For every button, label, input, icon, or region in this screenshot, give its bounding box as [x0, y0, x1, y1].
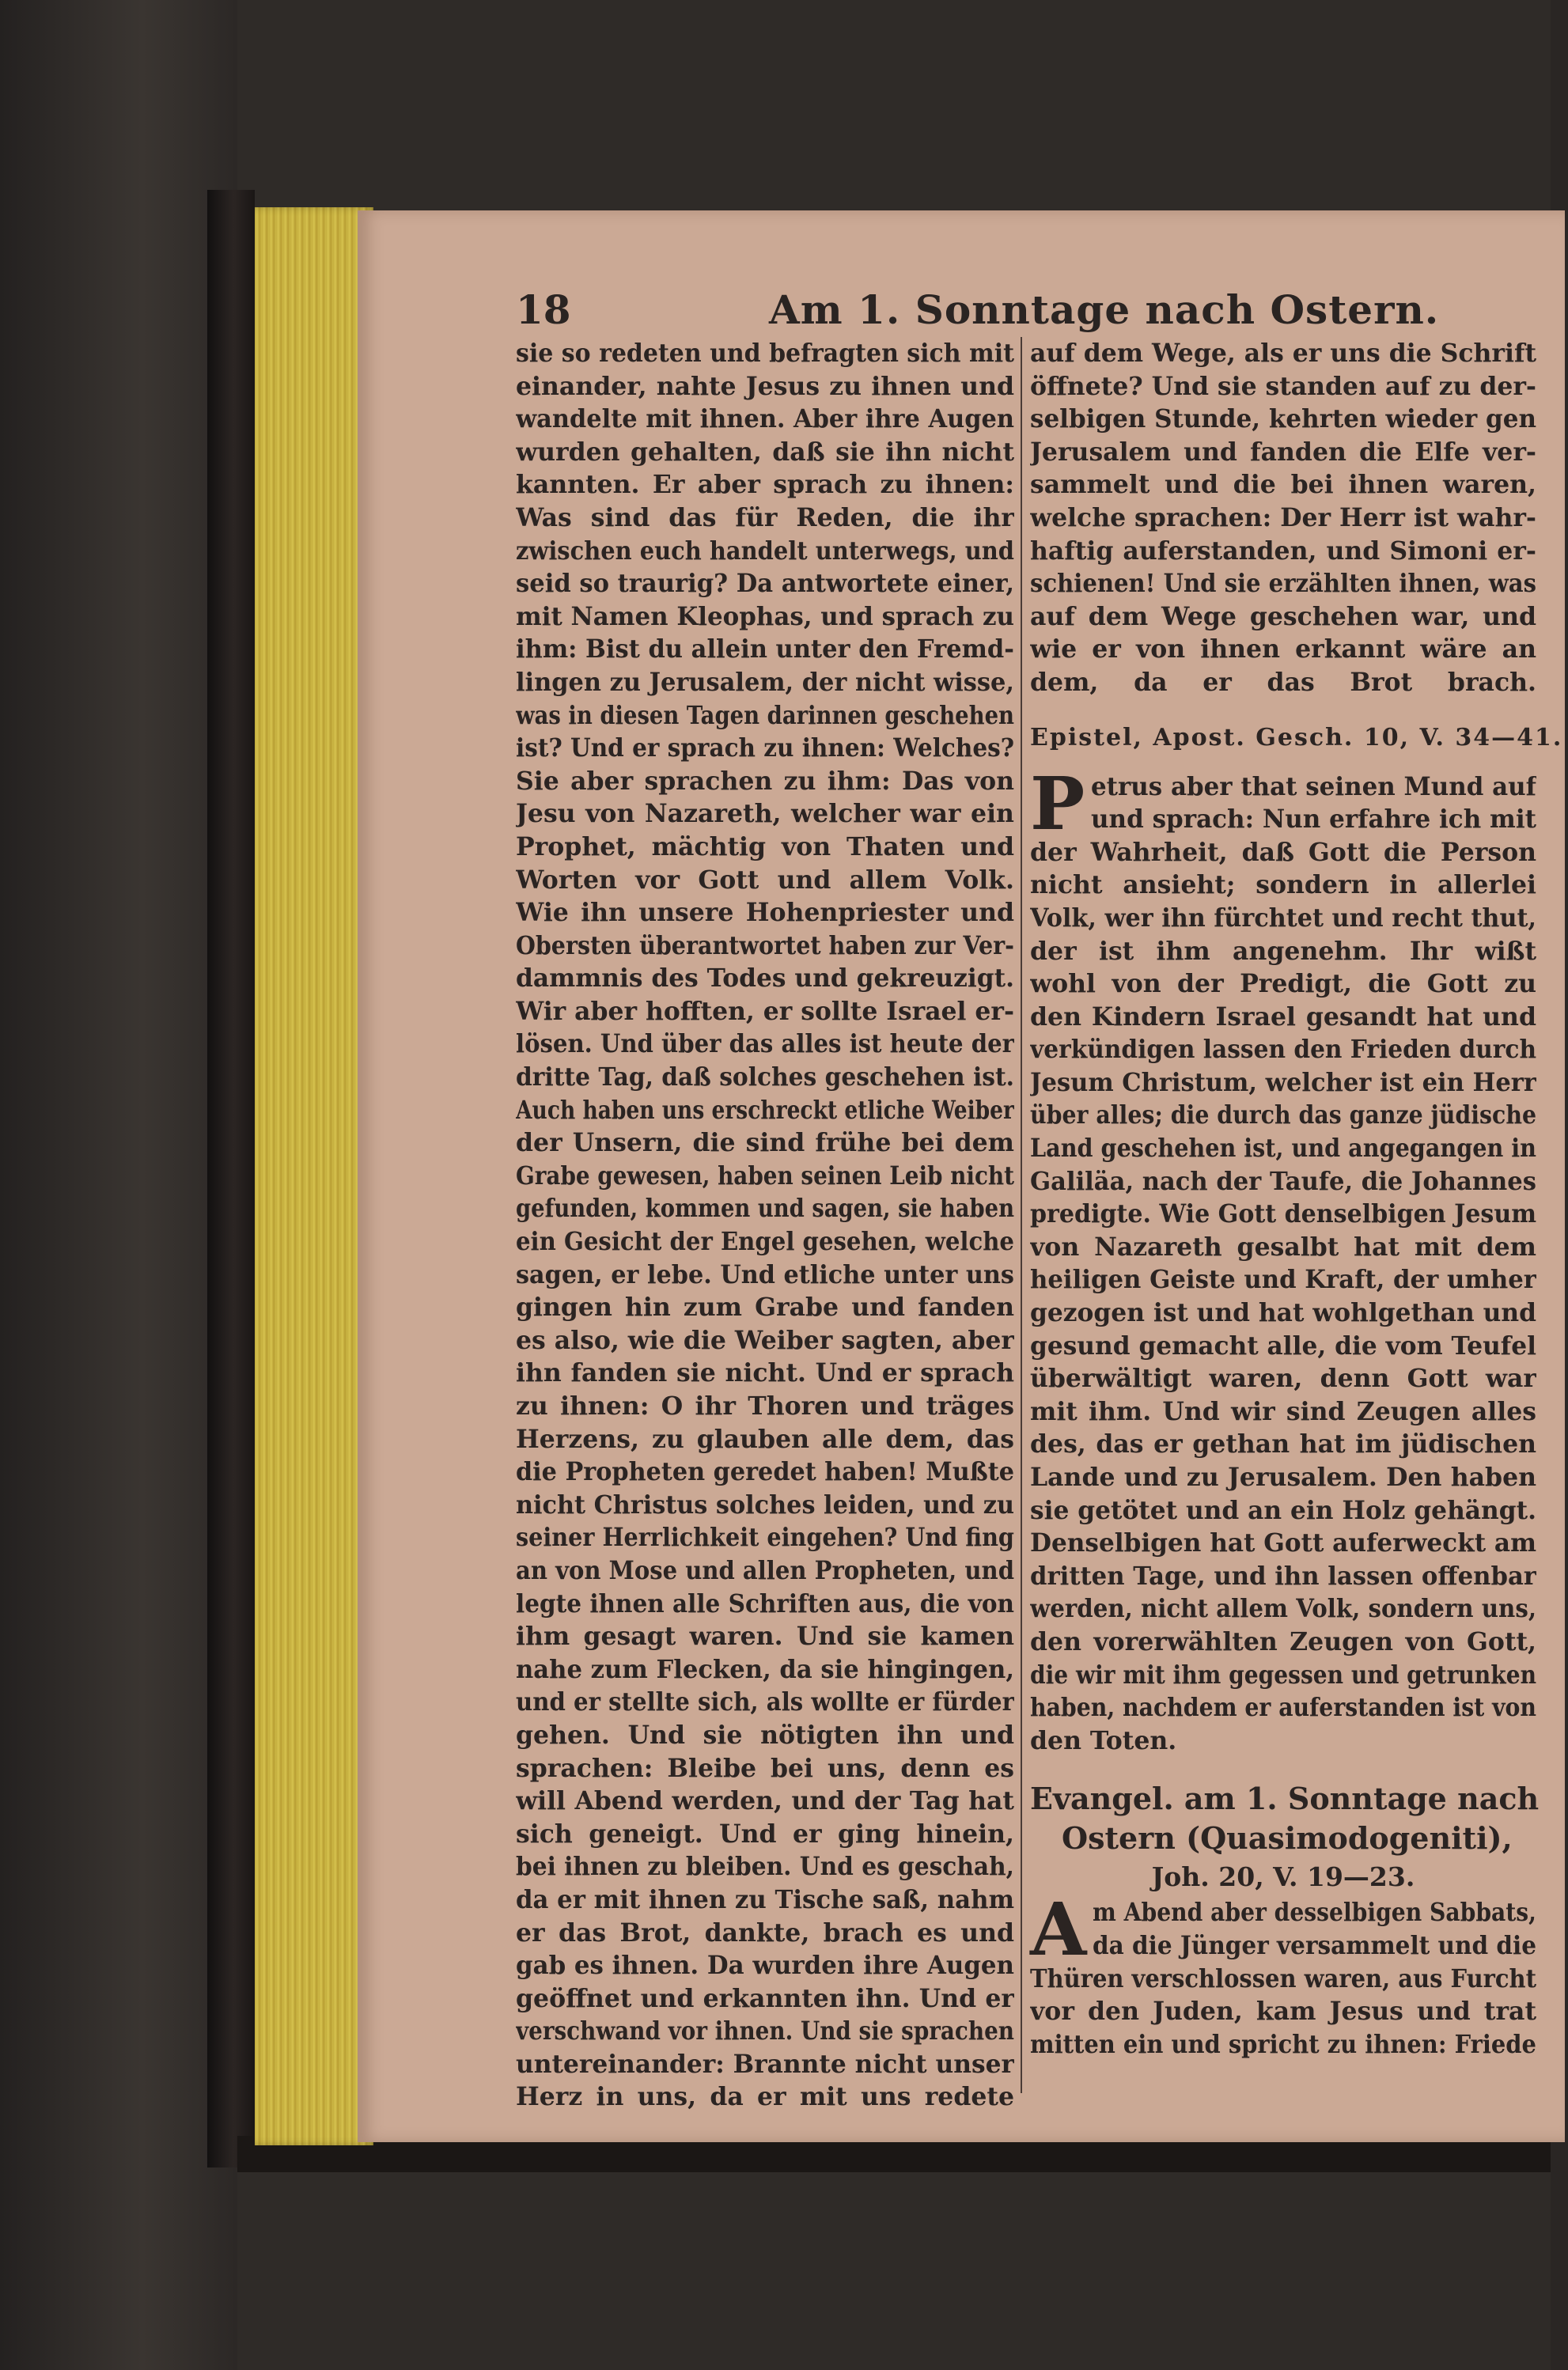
text-line: an von Mose und allen Propheten, und	[516, 1555, 1014, 1585]
text-line: gab es ihnen. Da wurden ihre Augen	[516, 1951, 1014, 1981]
text-line: bei ihnen zu bleiben. Und es geschah,	[516, 1852, 1014, 1882]
text-line: ihm: Bist du allein unter den Fremd-	[516, 634, 1014, 664]
left-column	[516, 337, 1014, 2112]
text-line: Was sind das für Reden, die ihr	[516, 502, 1014, 532]
text-line: ein Gesicht der Engel gesehen, welche	[516, 1227, 1014, 1257]
text-line: nicht ansieht; sondern in allerlei	[1030, 870, 1536, 900]
text-line: m Abend aber desselbigen Sabbats,	[1093, 1898, 1536, 1928]
text-line: Wie ihn unsere Hohenpriester und	[516, 898, 1014, 928]
text-line: Lande und zu Jerusalem. Den haben	[1030, 1463, 1536, 1492]
text-line: ihn fanden sie nicht. Und er sprach	[516, 1358, 1014, 1388]
text-line: gehen. Und sie nötigten ihn und	[516, 1720, 1014, 1750]
text-line: einander, nahte Jesus zu ihnen und	[516, 371, 1014, 401]
text-line: und er stellte sich, als wollte er fürder	[516, 1687, 1014, 1717]
text-line: verschwand vor ihnen. Und sie sprachen	[516, 2016, 1014, 2046]
text-line: der Unsern, die sind frühe bei dem	[516, 1128, 1014, 1158]
text-line: seiner Herrlichkeit eingehen? Und fing	[516, 1523, 1014, 1553]
text-line: legte ihnen alle Schriften aus, die von	[516, 1588, 1014, 1618]
text-line: verkündigen lassen den Frieden durch	[1030, 1035, 1536, 1065]
text-line: da die Jünger versammelt und die	[1093, 1930, 1536, 1960]
gospel-text	[1030, 1963, 1536, 2061]
text-line: Jesum Christum, welcher ist ein Herr	[1030, 1067, 1536, 1097]
text-line: der ist ihm angenehm. Ihr wißt	[1030, 936, 1536, 966]
text-line: von Nazareth gesalbt hat mit dem	[1030, 1232, 1536, 1262]
background-left	[0, 0, 237, 2370]
text-line: vor den Juden, kam Jesus und trat	[1030, 1997, 1536, 2027]
text-line: dem, da er das Brot brach.	[1030, 667, 1536, 697]
text-line: Prophet, mächtig von Thaten und	[516, 831, 1014, 861]
text-line: und sprach: Nun erfahre ich mit	[1091, 805, 1536, 835]
text-line: den Toten.	[1030, 1725, 1177, 1755]
text-line: untereinander: Brannte nicht unser	[516, 2049, 1014, 2079]
text-line: Galiläa, nach der Taufe, die Johannes	[1030, 1166, 1536, 1196]
text-line: Jerusalem und fanden die Elfe ver-	[1030, 437, 1536, 467]
book-spine	[207, 190, 255, 2167]
text-line: kannten. Er aber sprach zu ihnen:	[516, 470, 1014, 500]
text-line: Thüren verschlossen waren, aus Furcht	[1030, 1963, 1536, 1993]
text-line: sich geneigt. Und er ging hinein,	[516, 1819, 1014, 1849]
text-line: schienen! Und sie erzählten ihnen, was	[1030, 569, 1536, 599]
right-column	[1030, 337, 1563, 2093]
text-line: etrus aber that seinen Mund auf	[1091, 771, 1536, 801]
text-line: sie so redeten und befragten sich mit	[516, 339, 1014, 368]
text-line: sprachen: Bleibe bei uns, denn es	[516, 1753, 1014, 1783]
gospel-dropcap: A	[1030, 1887, 1087, 1973]
text-line: auf dem Wege, als er uns die Schrift	[1030, 339, 1536, 368]
text-line: da er mit ihnen zu Tische saß, nahm	[516, 1884, 1014, 1914]
page-header	[516, 286, 1465, 342]
text-line: Herzens, zu glauben alle dem, das	[516, 1424, 1014, 1454]
text-line: haftig auferstanden, und Simoni er-	[1030, 536, 1536, 566]
text-line: Herz in uns, da er mit uns redete	[516, 2082, 1014, 2112]
text-line: selbigen Stunde, kehrten wieder gen	[1030, 404, 1536, 434]
text-line: was in diesen Tagen darinnen geschehen	[516, 700, 1014, 730]
gospel-heading-line-1: Evangel. am 1. Sonntage nach	[1030, 1781, 1540, 1817]
text-line: den Kindern Israel gesandt hat und	[1030, 1001, 1536, 1032]
text-line: dammnis des Todes und gekreuzigt.	[516, 964, 1014, 994]
text-line: welche sprachen: Der Herr ist wahr-	[1030, 502, 1536, 532]
text-line: sagen, er lebe. Und etliche unter uns	[516, 1259, 1014, 1289]
text-line: zwischen euch handelt unterwegs, und	[516, 536, 1014, 566]
gospel-reference: Joh. 20, V. 19—23.	[1151, 1861, 1415, 1893]
text-line: mit ihm. Und wir sind Zeugen alles	[1030, 1396, 1536, 1426]
text-line: werden, nicht allem Volk, sondern uns,	[1030, 1594, 1536, 1624]
text-line: wurden gehalten, daß sie ihn nicht	[516, 437, 1014, 467]
text-line: über alles; die durch das ganze jüdische	[1030, 1100, 1536, 1130]
text-line: auf dem Wege geschehen war, und	[1030, 601, 1536, 631]
text-line: Sie aber sprachen zu ihm: Das von	[516, 766, 1014, 796]
text-line: lösen. Und über das alles ist heute der	[516, 1029, 1014, 1059]
text-line: mitten ein und spricht zu ihnen: Friede	[1030, 2029, 1536, 2059]
text-line: wie er von ihnen erkannt wäre an	[1030, 634, 1536, 664]
text-line: ist? Und er sprach zu ihnen: Welches?	[516, 733, 1014, 763]
text-line: sammelt und die bei ihnen waren,	[1030, 470, 1536, 500]
book-page	[358, 210, 1565, 2142]
text-line: gingen hin zum Grabe und fanden	[516, 1293, 1014, 1323]
text-line: Land geschehen ist, und angegangen in	[1030, 1134, 1536, 1164]
text-line: ihm gesagt waren. Und sie kamen	[516, 1622, 1014, 1652]
gospel-continuation	[1030, 337, 1536, 699]
text-line: Worten vor Gott und allem Volk.	[516, 865, 1014, 895]
text-line: nicht Christus solches leiden, und zu	[516, 1490, 1014, 1520]
text-line: den vorerwählten Zeugen von Gott,	[1030, 1626, 1536, 1656]
text-line: heiligen Geiste und Kraft, der umher	[1030, 1265, 1536, 1295]
text-line: seid so traurig? Da antwortete einer,	[516, 569, 1014, 599]
text-line: Grabe gewesen, haben seinen Leib nicht	[516, 1160, 1014, 1191]
text-line: sie getötet und an ein Holz gehängt.	[1030, 1495, 1536, 1525]
text-line: Auch haben uns erschreckt etliche Weiber	[516, 1095, 1014, 1125]
page-number: 18	[516, 286, 571, 333]
text-line: geöffnet und erkannten ihn. Und er	[516, 1983, 1014, 2013]
text-line: wandelte mit ihnen. Aber ihre Augen	[516, 404, 1014, 434]
epistle-dropcap: P	[1030, 760, 1085, 846]
text-line: die Propheten geredet haben! Mußte	[516, 1457, 1014, 1487]
text-line: gezogen ist und hat wohlgethan und	[1030, 1298, 1536, 1328]
running-title: Am 1. Sonntage nach Ostern.	[769, 286, 1440, 333]
text-line: Wir aber hofften, er sollte Israel er-	[516, 996, 1014, 1026]
text-line: überwältigt waren, denn Gott war	[1030, 1364, 1536, 1394]
column-divider	[1021, 337, 1022, 2093]
text-line: gefunden, kommen und sagen, sie haben	[516, 1194, 1014, 1224]
text-line: predigte. Wie Gott denselbigen Jesum	[1030, 1199, 1536, 1229]
text-line: des, das er gethan hat im jüdischen	[1030, 1429, 1536, 1459]
text-line: öffnete? Und sie standen auf zu der-	[1030, 371, 1536, 401]
text-line: Obersten überantwortet haben zur Ver-	[516, 930, 1014, 960]
gospel-opening	[1030, 1887, 1536, 1973]
epistle-opening	[1030, 760, 1536, 846]
epistle-text	[1030, 836, 1536, 1758]
text-line: gesund gemacht alle, die vom Teufel	[1030, 1331, 1536, 1361]
text-line: der Wahrheit, daß Gott die Person	[1030, 837, 1536, 867]
text-line: dritte Tag, daß solches geschehen ist.	[516, 1062, 1014, 1092]
page-edges	[255, 207, 373, 2145]
text-line: dritten Tage, und ihn lassen offenbar	[1030, 1561, 1536, 1591]
text-line: Volk, wer ihn fürchtet und recht thut,	[1030, 903, 1536, 933]
text-line: haben, nachdem er auferstanden ist von	[1030, 1693, 1536, 1723]
text-line: zu ihnen: O ihr Thoren und träges	[516, 1391, 1014, 1421]
text-line: nahe zum Flecken, da sie hingingen,	[516, 1654, 1014, 1684]
text-line: es also, wie die Weiber sagten, aber	[516, 1325, 1014, 1355]
text-line: Denselbigen hat Gott auferweckt am	[1030, 1528, 1536, 1558]
text-line: lingen zu Jerusalem, der nicht wisse,	[516, 667, 1014, 697]
text-line: wohl von der Predigt, die Gott zu	[1030, 969, 1536, 999]
text-line: die wir mit ihm gegessen und getrunken	[1030, 1660, 1536, 1690]
text-line: er das Brot, dankte, brach es und	[516, 1918, 1014, 1948]
text-line: Jesu von Nazareth, welcher war ein	[516, 799, 1014, 829]
text-line: mit Namen Kleophas, und sprach zu	[516, 601, 1014, 631]
text-line: will Abend werden, und der Tag hat	[516, 1786, 1014, 1816]
epistle-heading: Epistel, Apost. Gesch. 10, V. 34—41.	[1030, 723, 1563, 752]
gospel-heading-line-2: Ostern (Quasimodogeniti),	[1062, 1820, 1513, 1857]
